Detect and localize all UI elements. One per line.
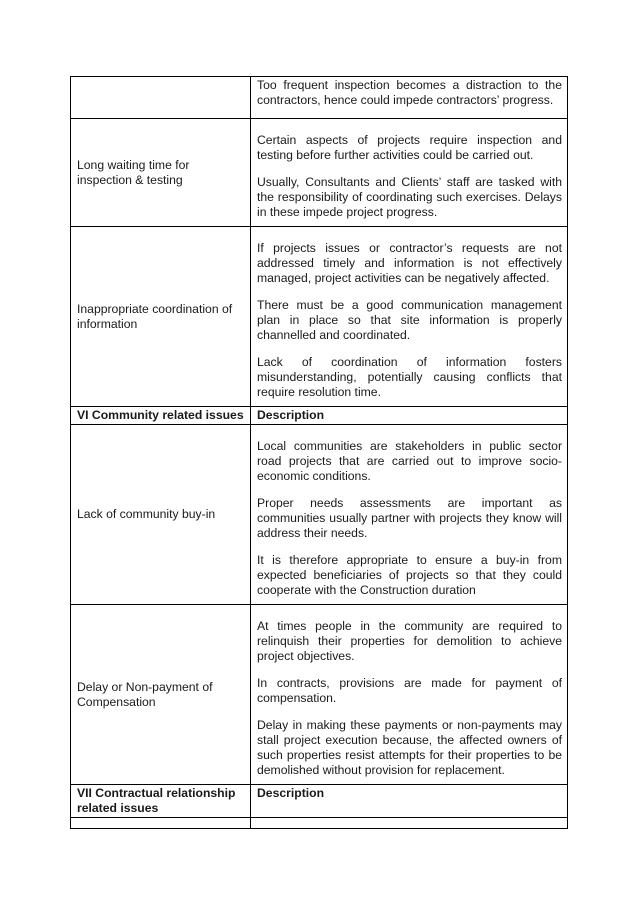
description-heading: Description: [251, 785, 568, 818]
table-row: [71, 77, 568, 119]
description-paragraph: There must be a good communication management plan in place so that site information is properly channelled and coordinated.: [257, 298, 562, 342]
section-heading: VII Contractual relationship related issues: [71, 785, 251, 818]
description-cell: [251, 425, 568, 605]
issue-cell: Long waiting time for inspection & testing: [71, 119, 251, 227]
description-paragraph: Lack of coordination of information fosters misunderstanding, potentially causing conflicts that require resolution time.: [257, 355, 562, 399]
table-row: [71, 119, 568, 227]
description-paragraph: It is therefore appropriate to ensure a buy-in from expected beneficiaries of projects so that they could cooperate with the Construction duration: [257, 553, 562, 597]
section-header-row: [71, 407, 568, 425]
description-heading: Description: [251, 407, 568, 425]
description-paragraph: Too frequent inspection becomes a distraction to the contractors, hence could impede contractors’ progress.: [257, 78, 562, 107]
description-paragraph: Usually, Consultants and Clients’ staff are tasked with the responsibility of coordinating such exercises. Delays in these impede project progress.: [257, 175, 562, 219]
issues-table: [70, 76, 568, 829]
issue-cell: [71, 77, 251, 119]
description-cell: [251, 605, 568, 785]
section-heading: VI Community related issues: [71, 407, 251, 425]
description-paragraph: Local communities are stakeholders in public sector road projects that are carried out to improve socio-economic conditions.: [257, 439, 562, 483]
description-cell: [251, 119, 568, 227]
description-paragraph: In contracts, provisions are made for payment of compensation.: [257, 676, 562, 705]
table-row: [71, 605, 568, 785]
description-paragraph: Delay in making these payments or non-payments may stall project execution because, the affected owners of such properties resist attempts for their properties to be demolished without provision for replacement.: [257, 718, 562, 777]
description-cell: [251, 227, 568, 407]
empty-row: [71, 818, 568, 829]
empty-cell: [251, 818, 568, 829]
empty-cell: [71, 818, 251, 829]
table-row: [71, 425, 568, 605]
description-cell: [251, 77, 568, 119]
issue-cell: Lack of community buy-in: [71, 425, 251, 605]
section-header-row: [71, 785, 568, 818]
description-paragraph: If projects issues or contractor’s requests are not addressed timely and information is not effectively managed, project activities can be negatively affected.: [257, 241, 562, 285]
issue-cell: Delay or Non-payment of Compensation: [71, 605, 251, 785]
table-row: [71, 227, 568, 407]
description-paragraph: Certain aspects of projects require inspection and testing before further activities could be carried out.: [257, 133, 562, 162]
description-paragraph: At times people in the community are required to relinquish their properties for demolition to achieve project objectives.: [257, 619, 562, 663]
description-paragraph: Proper needs assessments are important as communities usually partner with projects they know will address their needs.: [257, 496, 562, 540]
issue-cell: Inappropriate coordination of information: [71, 227, 251, 407]
